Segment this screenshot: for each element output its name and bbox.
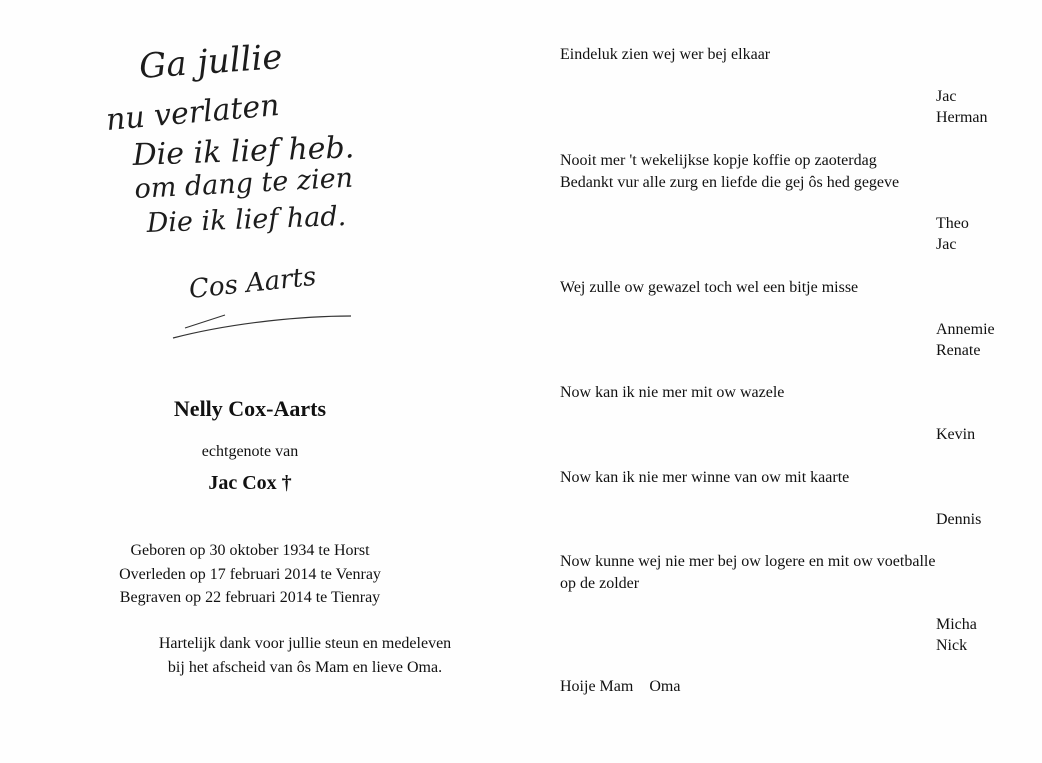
thanks-text — [105, 632, 505, 680]
death-date-line: Overleden op 17 februari 2014 te Venray — [119, 565, 381, 583]
handwritten-signature: Cos Aarts — [187, 261, 318, 305]
message — [560, 382, 784, 404]
message-line: Nooit mer 't wekelijkse kopje koffie op zaoterdag — [560, 152, 877, 169]
message-signers — [936, 319, 995, 361]
signer: Jac — [936, 236, 957, 253]
message-signers — [936, 213, 969, 255]
signer: Kevin — [936, 426, 976, 443]
message-signers — [936, 614, 977, 656]
handwritten-line: Ga jullie — [137, 37, 284, 87]
message — [560, 467, 849, 489]
spouse-label: echtgenote van — [201, 443, 299, 460]
handwritten-line: Die ik lief had. — [146, 201, 347, 239]
signer: Dennis — [936, 511, 982, 528]
message-signers — [936, 86, 988, 128]
signature-flourish — [185, 315, 225, 328]
message-line: Bedankt vur alle zurg en liefde die gej ôs hed gegeve — [560, 174, 900, 191]
handwritten-line: nu verlaten — [104, 87, 281, 138]
message — [560, 44, 770, 66]
message-line: Now kunne wej nie mer bej ow logere en mit ow voetballe — [560, 553, 936, 570]
handwritten-line: om dang te zien — [133, 162, 354, 205]
closing-line — [560, 678, 680, 696]
signer: Herman — [936, 109, 988, 126]
message-line: Now kan ik nie mer mit ow wazele — [560, 384, 785, 401]
birth-date-line: Geboren op 30 oktober 1934 te Horst — [130, 542, 370, 559]
signer: Renate — [936, 342, 981, 359]
signer: Jac — [936, 88, 957, 105]
signer: Theo — [936, 215, 969, 232]
message — [560, 551, 1005, 595]
signer: Annemie — [936, 321, 995, 338]
closing-word: Hoije Mam — [560, 678, 634, 695]
signer: Micha — [936, 616, 977, 633]
message-line: Wej zulle ow gewazel toch wel een bitje misse — [560, 279, 859, 296]
signer: Nick — [936, 637, 968, 654]
life-dates — [60, 539, 440, 610]
deceased-name: Nelly Cox-Aarts — [173, 396, 327, 421]
handwritten-note — [95, 30, 435, 350]
burial-date-line: Begraven op 22 februari 2014 te Tienray — [119, 589, 381, 606]
closing-word: Oma — [649, 678, 681, 695]
spouse-name: Jac Cox † — [208, 472, 292, 494]
message — [560, 150, 899, 194]
thanks-line: bij het afscheid van ôs Mam en lieve Oma. — [167, 659, 443, 676]
signature-underline — [173, 316, 351, 338]
message-signers — [936, 424, 975, 445]
message-signers — [936, 509, 981, 530]
handwritten-line: Die ik lief heb. — [132, 130, 355, 173]
message-line: Now kan ik nie mer winne van ow mit kaarte — [560, 469, 850, 486]
message-line: Eindeluk zien wej wer bej elkaar — [560, 46, 771, 63]
thanks-line: Hartelijk dank voor jullie steun en medeleven — [158, 635, 452, 652]
message-line: op de zolder — [560, 575, 640, 592]
message — [560, 277, 858, 299]
